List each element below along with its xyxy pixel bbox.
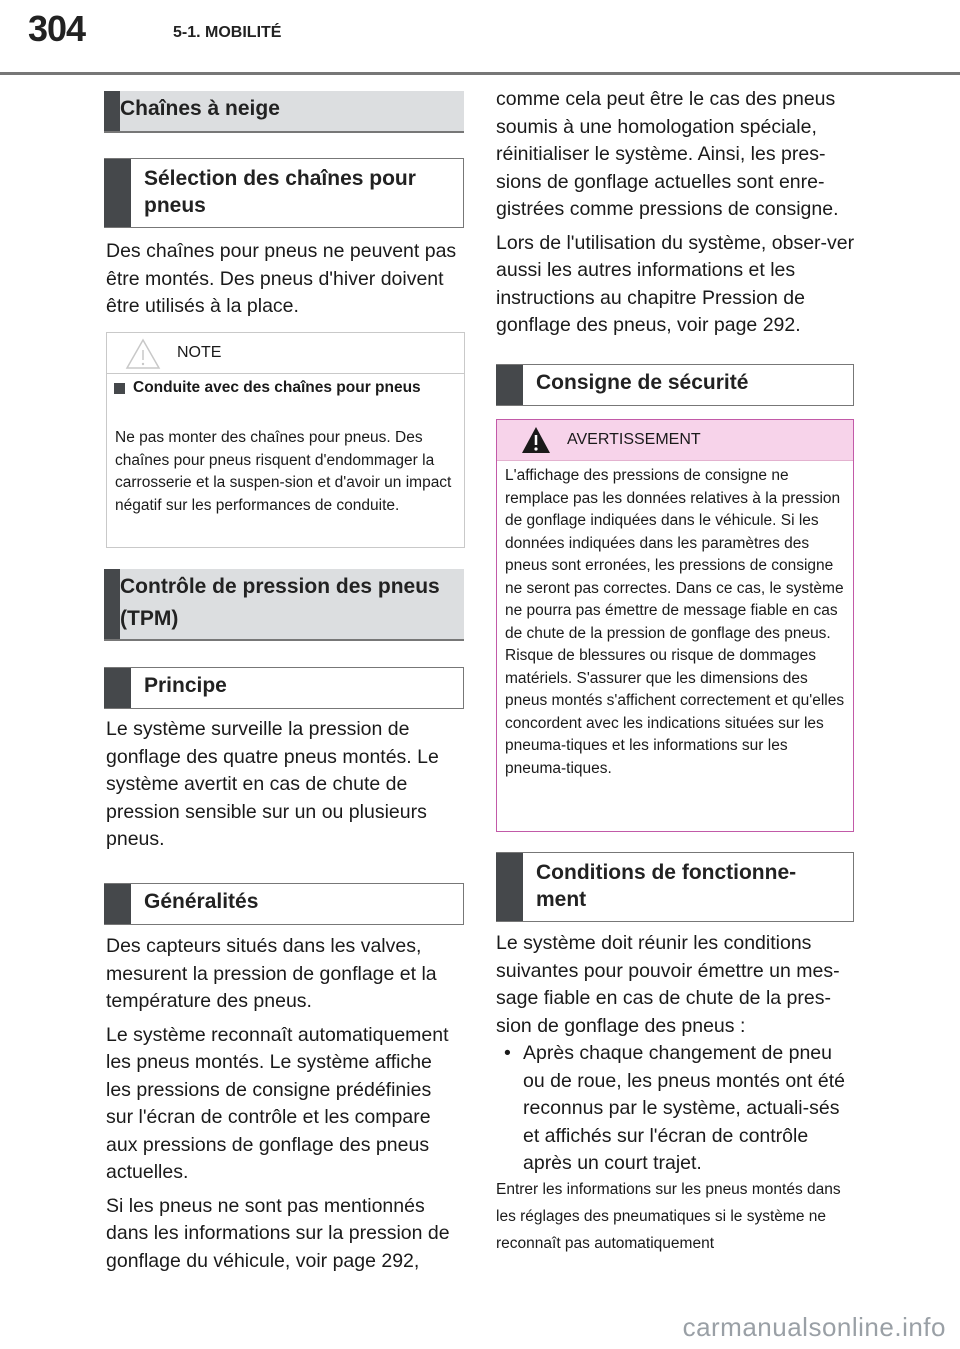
heading-text: Généralités (144, 890, 259, 913)
conditions-list (496, 1040, 856, 1178)
note-header (107, 333, 464, 374)
heading-conditions (496, 852, 854, 922)
paragraph-text: Le système reconnaît automatiquement les pneus montés. Le système affiche les pressions de consigne prédéfinies sur l'écran de contrôle et les compare aux pressions de gonflage des pneus actuelles. (106, 1023, 449, 1183)
paragraph-text: Des chaînes pour pneus ne peuvent pas être montés. Des pneus d'hiver doivent être utilisés à la place. (106, 240, 457, 317)
heading-bar (104, 884, 131, 924)
heading-text: Conditions de fonctionne-ment (536, 861, 797, 911)
heading-selection-chaines (104, 158, 464, 228)
list-item: • Après chaque changement de pneu ou de roue, les pneus montés ont été reconnus par le système, actuali-sés et affichés sur l'écran de contrôle après un court trajet. (496, 1040, 856, 1178)
heading-chaines-a-neige (104, 91, 464, 133)
header-rule (0, 72, 960, 75)
heading-bar (496, 853, 523, 921)
paragraph-text: Le système doit réunir les conditions suivantes pour pouvoir émettre un mes-sage fiable en cas de chute de la pres-sion de gonflage des pneus : (496, 932, 840, 1037)
heading-bar (104, 668, 131, 708)
heading-tpm (104, 569, 464, 641)
paragraph-chaines (106, 238, 466, 327)
heading-bar (104, 91, 120, 131)
warning-header (497, 420, 853, 461)
warning-box (496, 419, 854, 832)
heading-text: Contrôle de pression des pneus (TPM) (120, 575, 440, 630)
note-body: Ne pas monter des chaînes pour pneus. Des chaînes pour pneus risquent d'endommager la carrosserie et la suspen-sion et d'avoir un impact négatif sur les performances de conduite. (115, 429, 452, 514)
warning-triangle-icon (125, 338, 161, 370)
heading-text: Sélection des chaînes pour pneus (144, 167, 416, 217)
heading-text: Chaînes à neige (120, 97, 280, 120)
paragraph-text: Si les pneus ne sont pas mentionnés dans les informations sur la pression de gonflage du véhicule, voir page 292, (106, 1194, 450, 1272)
page-number: 304 (28, 8, 86, 49)
paragraphs-generalites (106, 933, 461, 1281)
note-title: Conduite avec des chaînes pour pneus (133, 379, 421, 396)
heading-bar (496, 365, 523, 405)
section-title: 5-1. MOBILITÉ (173, 24, 282, 41)
heading-text: Principe (144, 674, 227, 697)
heading-generalites (104, 883, 464, 925)
paragraphs-continuation (496, 86, 856, 346)
note-box (106, 332, 465, 548)
heading-text: Consigne de sécurité (536, 371, 749, 394)
paragraph-conditions (496, 930, 856, 1178)
heading-bar (104, 159, 131, 227)
warning-body: L'affichage des pressions de consigne ne remplace pas les données relatives à la pression de gonflage indiquées dans le véhicule. Si les données indiquées dans les paramètres des pneus sont erronées, les pressions de consigne ne seront pas correctes. Dans ce cas, le système ne pourra pas émettre de message fiable en cas de chute de la pression de gonflage des pneus. Risque de blessures ou risque de dommages matériels. S'assurer que les dimensions des pneus montés s'affichent correctement et qu'elles concordent avec les indications situées sur les pneuma-tiques et les informations sur les pneuma-tiques. (505, 467, 845, 777)
paragraph-text: comme cela peut être le cas des pneus soumis à une homologation spéciale, réinitialiser le système. Ainsi, les pres-sions de gonflage actuelles sont enre-gistrées comme pressions de consigne. (496, 88, 839, 220)
paragraph-principe (106, 716, 461, 860)
footer-watermark: carmanualsonline.info (682, 1312, 946, 1342)
paragraph-text: Le système surveille la pression de gonflage des quatre pneus montés. Le système avertit en cas de chute de pression sensible sur un ou plusieurs pneus. (106, 718, 439, 850)
paragraph-text: Des capteurs situés dans les valves, mesurent la pression de gonflage et la température des pneus. (106, 935, 437, 1012)
warning-triangle-icon (521, 426, 551, 454)
paragraph-small: Entrer les informations sur les pneus montés dans les réglages des pneumatiques si le système ne reconnaît pas automatiquement (496, 1181, 841, 1252)
paragraph-text: Lors de l'utilisation du système, obser-ver aussi les autres informations et les instructions au chapitre Pression de gonflage des pneus, voir page 292. (496, 231, 855, 336)
heading-consigne-securite (496, 364, 854, 406)
heading-bar (104, 569, 120, 639)
heading-principe (104, 667, 464, 709)
note-label: NOTE (177, 344, 222, 361)
warning-label: AVERTISSEMENT (567, 431, 701, 448)
square-bullet-icon (114, 383, 125, 394)
